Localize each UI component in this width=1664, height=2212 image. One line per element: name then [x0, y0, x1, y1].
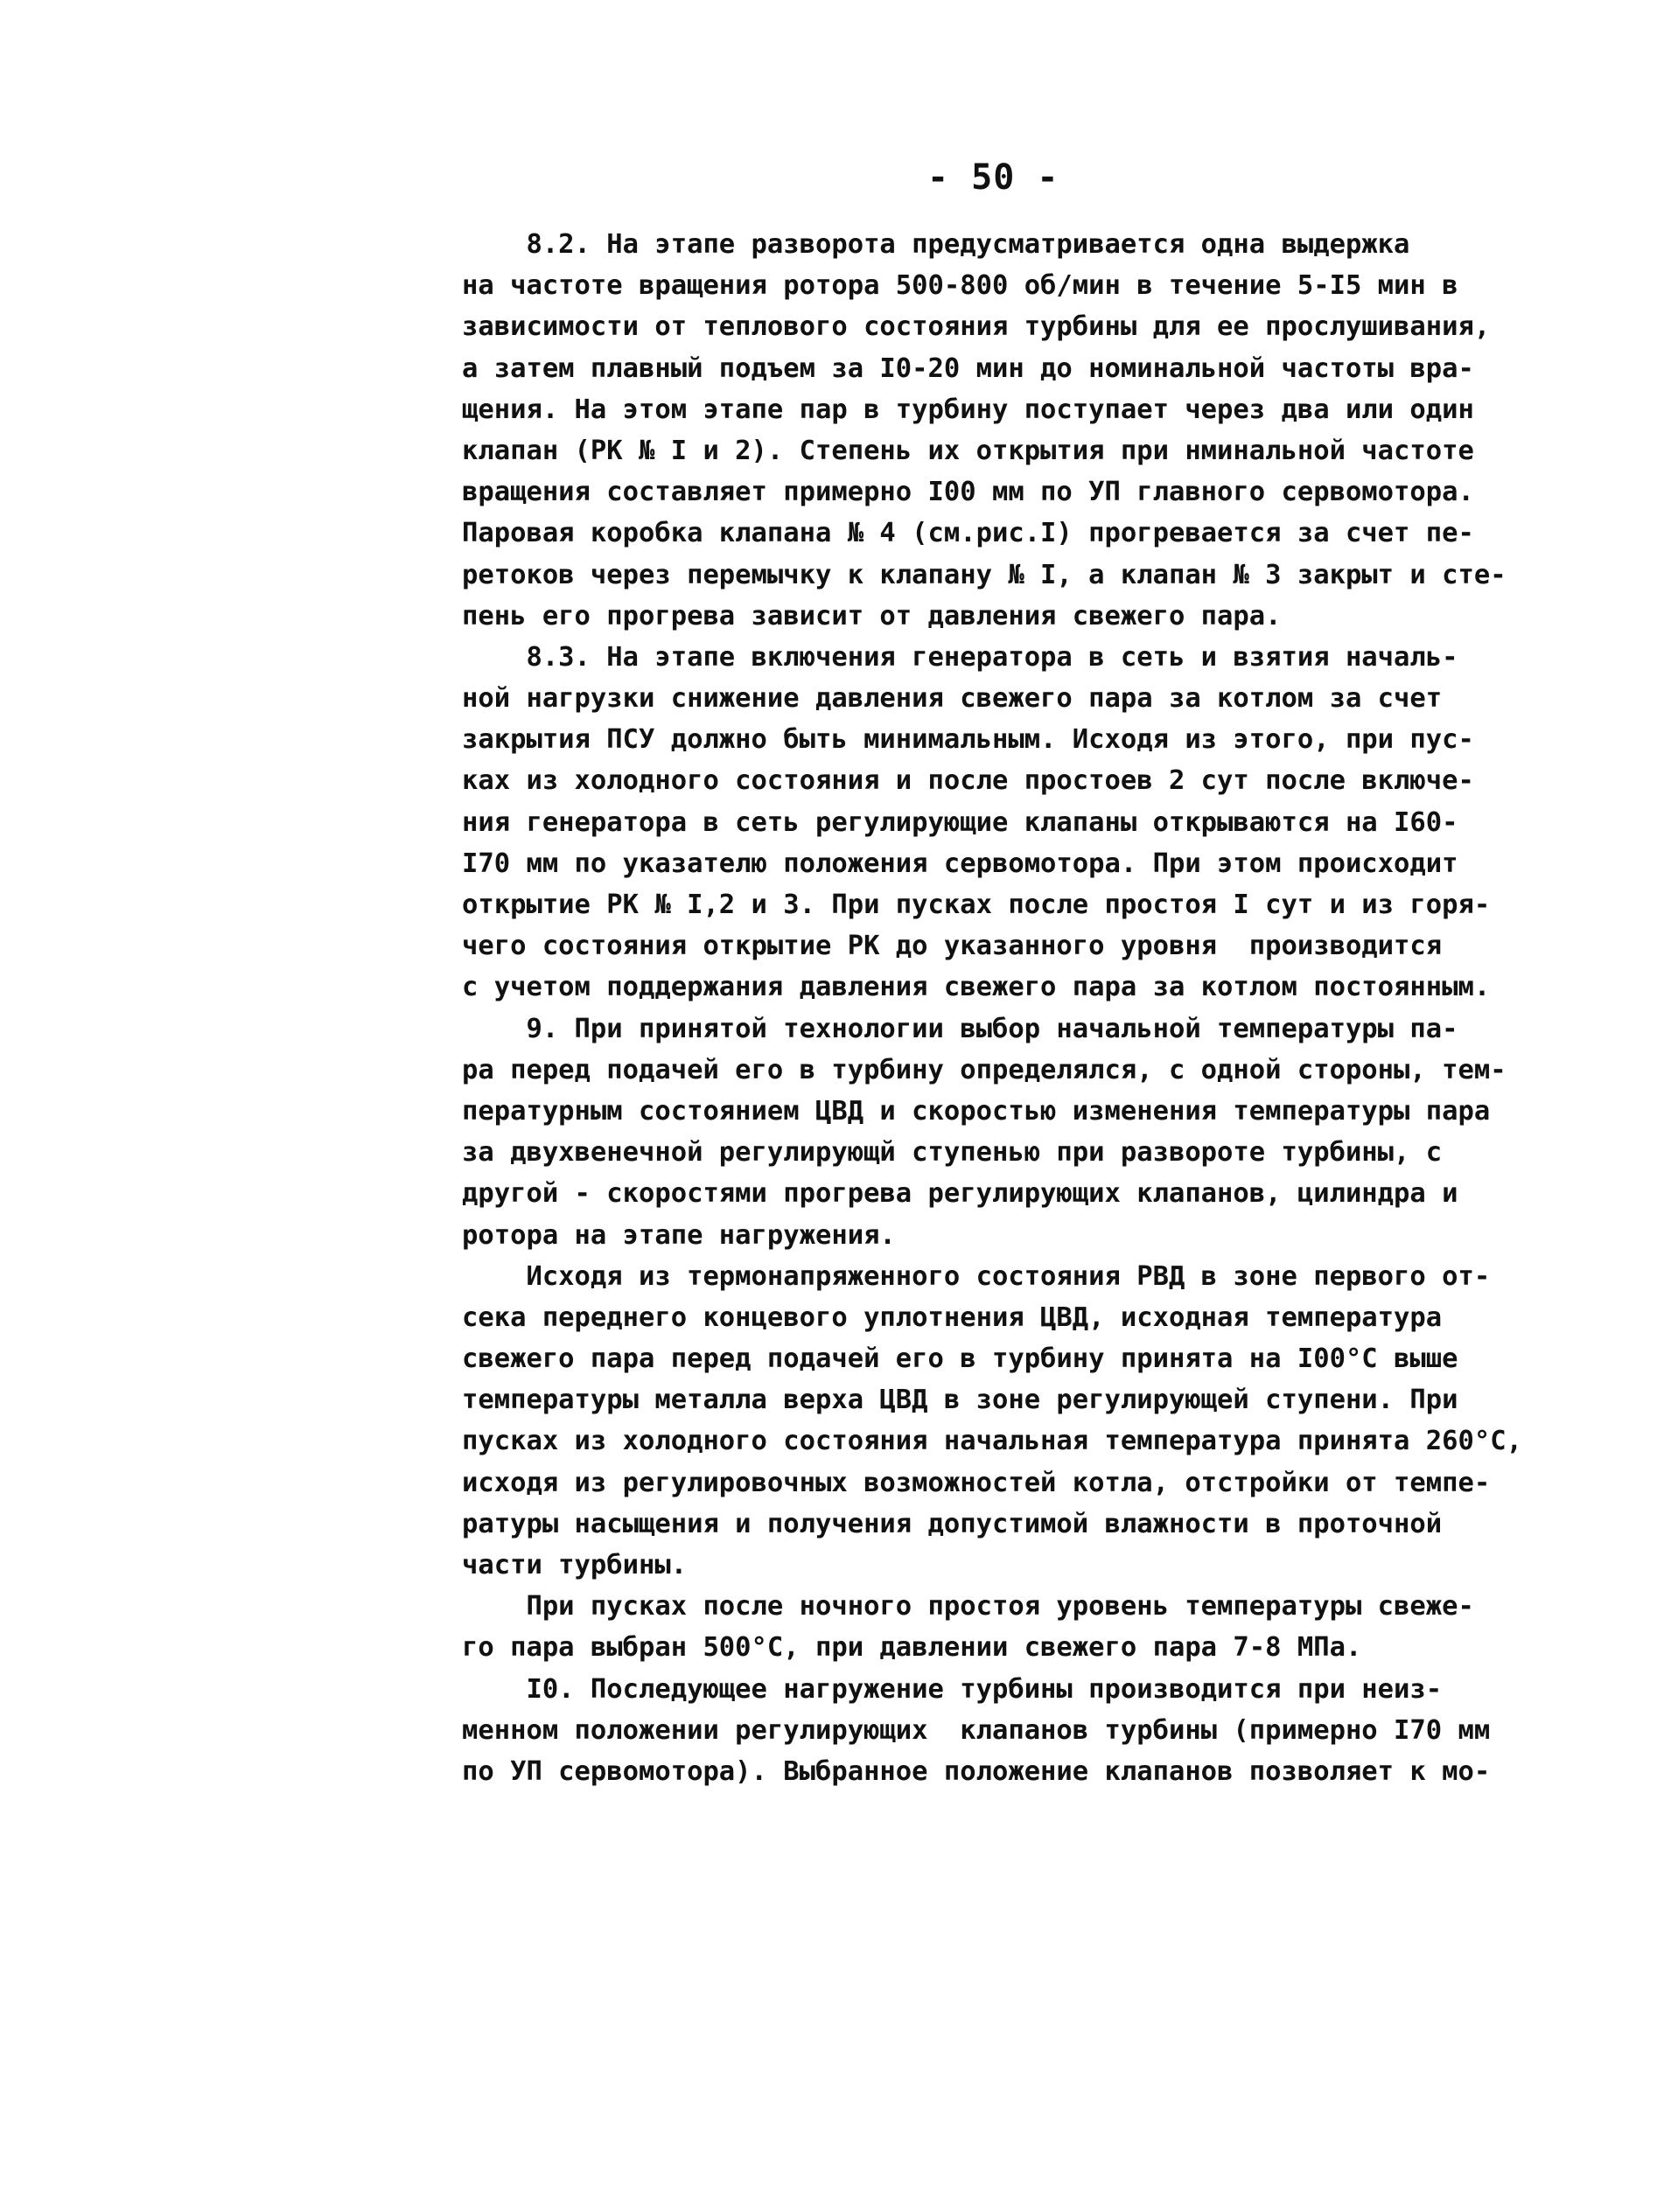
text-line: щения. На этом этапе пар в турбину поступает через два или один [462, 394, 1474, 425]
text-line: сека переднего концевого уплотнения ЦВД, исходная температура [462, 1301, 1443, 1333]
text-line: вращения составляет примерно I00 мм по УП главного сервомотора. [462, 477, 1474, 508]
text-line: а затем плавный подъем за I0-20 мин до номинальной частоты вра- [462, 352, 1474, 384]
text-line: температуры металла верха ЦВД в зоне регулирующей ступени. При [462, 1385, 1458, 1416]
text-line: ратуры насыщения и получения допустимой влажности в проточной [462, 1508, 1443, 1539]
text-line: пусках из холодного состояния начальная температура принята 260°С, [462, 1426, 1522, 1457]
text-line: При пусках после ночного простоя уровень температуры свеже- [462, 1591, 1474, 1622]
text-line: 9. При принятой технологии выбор начальной температуры па- [462, 1013, 1458, 1044]
text-line: части турбины. [462, 1550, 688, 1580]
text-line: Исходя из термонапряженного состояния РВД в зоне первого от- [462, 1260, 1491, 1292]
text-line: ния генератора в сеть регулирующие клапаны открываются на I60- [462, 806, 1458, 838]
text-line: с учетом поддержания давления свежего пара за котлом постоянным. [462, 972, 1491, 1003]
text-line: клапан (РК № I и 2). Степень их открытия при нминальной частоте [462, 435, 1474, 466]
text-line: ретоков через перемычку к клапану № I, а клапан № 3 закрыт и сте- [462, 559, 1507, 590]
text-line: ра перед подачей его в турбину определялся, с одной стороны, тем- [462, 1054, 1507, 1085]
text-line: пень его прогрева зависит от давления свежего пара. [462, 600, 1282, 632]
text-line: I70 мм по указателю положения сервомотора. При этом происходит [462, 848, 1458, 879]
text-line: исходя из регулировочных возможностей котла, отстройки от темпе- [462, 1467, 1491, 1498]
text-line: ной нагрузки снижение давления свежего пара за котлом за счет [462, 683, 1443, 715]
page-number: - 50 - [927, 157, 1059, 198]
text-line: другой - скоростями прогрева регулирующих клапанов, цилиндра и [462, 1178, 1458, 1210]
text-line: го пара выбран 500°С, при давлении свежего пара 7-8 МПа. [462, 1632, 1362, 1664]
text-line: 8.3. На этапе включения генератора в сеть и взятия началь- [462, 641, 1458, 673]
text-line: Паровая коробка клапана № 4 (см.рис.I) прогревается за счет пе- [462, 518, 1474, 549]
text-line: чего состояния открытие РК до указанного уровня производится [462, 931, 1443, 962]
text-line: 8.2. На этапе разворота предусматривается одна выдержка [462, 229, 1410, 260]
text-line: пературным состоянием ЦВД и скоростью изменения температуры пара [462, 1095, 1491, 1127]
text-line: закрытия ПСУ должно быть минимальным. Исходя из этого, при пус- [462, 724, 1474, 756]
text-line: на частоте вращения ротора 500-800 об/мин в течение 5-I5 мин в [462, 270, 1458, 302]
text-line: зависимости от теплового состояния турбины для ее прослушивания, [462, 311, 1491, 343]
text-line: менном положении регулирующих клапанов турбины (примерно I70 мм [462, 1714, 1491, 1746]
text-line: за двухвенечной регулирующй ступенью при развороте турбины, с [462, 1137, 1443, 1169]
text-line: I0. Последующее нагружение турбины производится при неиз- [462, 1673, 1443, 1705]
text-line: свежего пара перед подачей его в турбину принята на I00°С выше [462, 1343, 1458, 1375]
text-line: открытие РК № I,2 и 3. При пусках после простоя I сут и из горя- [462, 890, 1491, 920]
body-text [462, 224, 1617, 1792]
text-line: ротора на этапе нагружения. [462, 1219, 896, 1251]
text-line: по УП сервомотора). Выбранное положение клапанов позволяет к мо- [462, 1755, 1491, 1787]
text-line: ках из холодного состояния и после простоев 2 сут после включе- [462, 765, 1474, 797]
